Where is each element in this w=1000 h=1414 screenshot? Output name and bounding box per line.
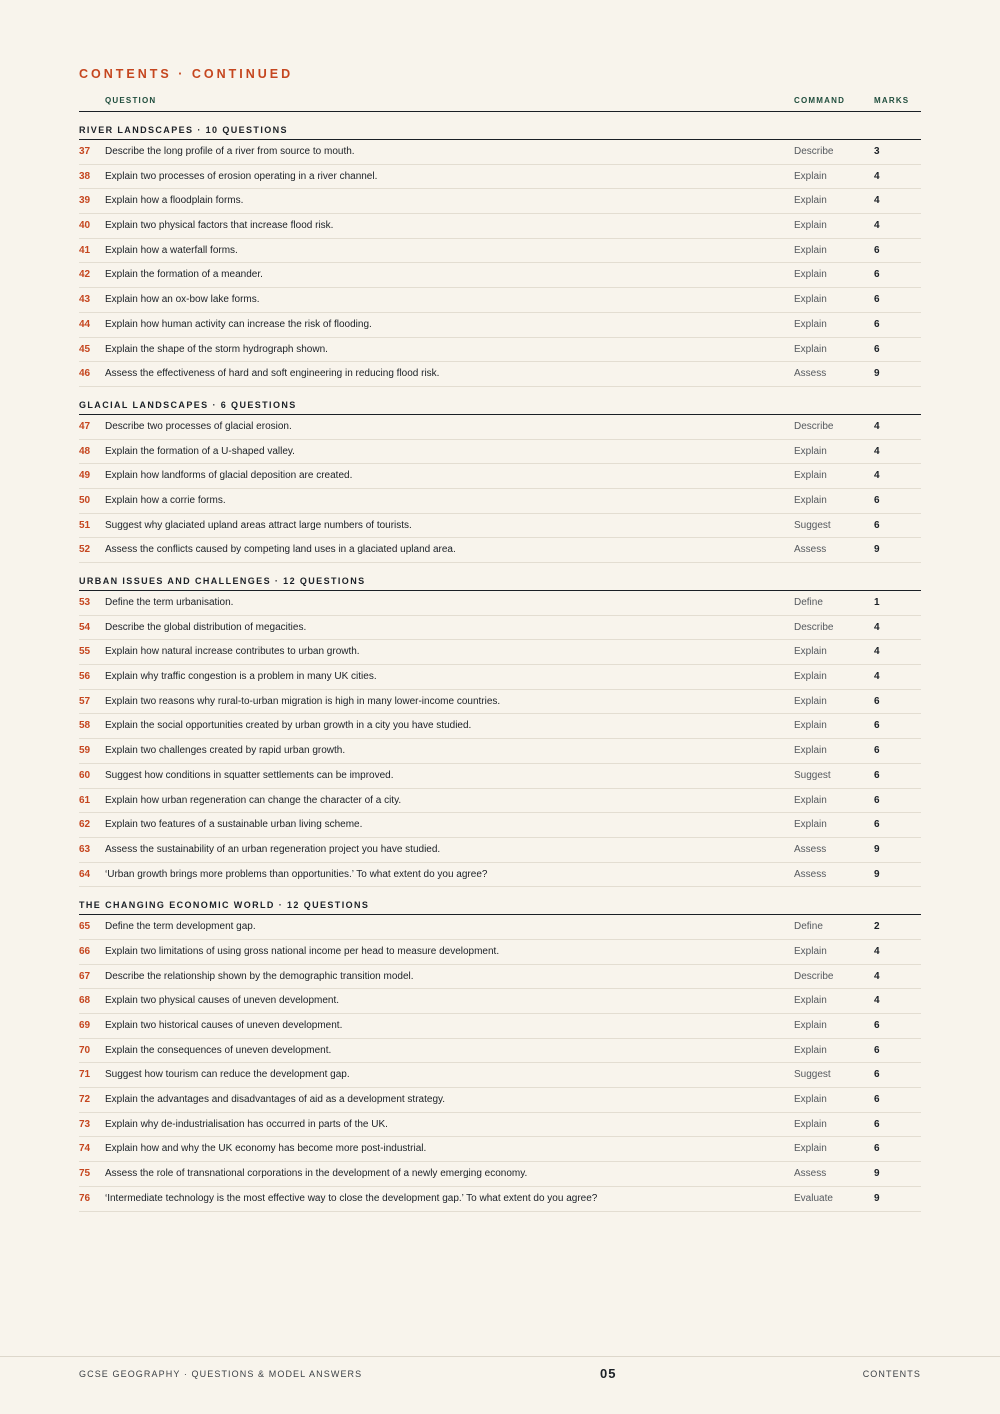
command-word: Explain — [794, 720, 827, 732]
question-row[interactable] — [79, 1137, 921, 1162]
command-word: Suggest — [794, 1069, 831, 1081]
question-row[interactable] — [79, 263, 921, 288]
question-text: Assess the effectiveness of hard and soft engineering in reducing flood risk. — [105, 368, 440, 380]
marks-value: 6 — [874, 269, 880, 281]
footer-section-label: CONTENTS — [862, 1369, 921, 1379]
question-number: 45 — [79, 343, 91, 355]
question-number: 58 — [79, 720, 91, 732]
marks-value: 6 — [874, 720, 880, 732]
question-number: 44 — [79, 318, 91, 330]
question-number: 52 — [79, 544, 91, 556]
command-word: Describe — [794, 420, 834, 432]
command-word: Explain — [794, 819, 827, 831]
question-text: Assess the sustainability of an urban regeneration project you have studied. — [105, 843, 441, 855]
question-number: 70 — [79, 1044, 91, 1056]
question-row[interactable] — [79, 863, 921, 888]
question-row[interactable] — [79, 1088, 921, 1113]
question-number: 63 — [79, 843, 91, 855]
marks-value: 2 — [874, 921, 880, 933]
column-header-marks: MARKS — [874, 96, 910, 105]
question-text: Explain how urban regeneration can change the character of a city. — [105, 794, 402, 806]
question-number: 73 — [79, 1118, 91, 1130]
command-word: Explain — [794, 1020, 827, 1031]
command-word: Explain — [794, 794, 827, 806]
marks-value: 6 — [874, 1143, 880, 1155]
question-row[interactable] — [79, 189, 921, 214]
marks-value: 6 — [874, 519, 880, 531]
question-row[interactable] — [79, 288, 921, 313]
command-word: Describe — [794, 621, 834, 633]
question-text: Explain how a floodplain forms. — [105, 195, 244, 207]
question-row[interactable] — [79, 538, 921, 563]
command-word: Explain — [794, 945, 827, 957]
question-number: 54 — [79, 621, 91, 633]
question-text: Explain two historical causes of uneven development. — [105, 1020, 343, 1031]
question-row[interactable] — [79, 362, 921, 387]
question-number: 55 — [79, 646, 91, 658]
question-row[interactable] — [79, 1113, 921, 1138]
question-text: Explain two processes of erosion operating in a river channel. — [105, 170, 378, 182]
command-word: Define — [794, 921, 823, 933]
marks-value: 6 — [874, 1069, 880, 1081]
command-word: Suggest — [794, 519, 831, 531]
question-number: 65 — [79, 921, 91, 933]
question-row[interactable] — [79, 690, 921, 715]
question-row[interactable] — [79, 1063, 921, 1088]
question-row[interactable] — [79, 239, 921, 264]
command-word: Assess — [794, 368, 827, 380]
command-word: Explain — [794, 1044, 827, 1056]
question-text: Define the term urbanisation. — [105, 597, 234, 608]
marks-value: 6 — [874, 745, 880, 757]
page-footer — [0, 1356, 1000, 1414]
question-row[interactable] — [79, 1014, 921, 1039]
question-row[interactable] — [79, 338, 921, 363]
question-row[interactable] — [79, 514, 921, 539]
command-word: Explain — [794, 1118, 827, 1130]
marks-value: 1 — [874, 597, 880, 608]
marks-value: 4 — [874, 445, 880, 457]
question-number: 71 — [79, 1069, 91, 1081]
marks-value: 9 — [874, 1192, 880, 1204]
marks-value: 6 — [874, 1044, 880, 1056]
question-number: 57 — [79, 695, 91, 707]
question-number: 72 — [79, 1094, 91, 1106]
command-word: Explain — [794, 318, 827, 330]
marks-value: 4 — [874, 646, 880, 658]
question-number: 39 — [79, 195, 91, 207]
question-text: Describe the global distribution of megacities. — [105, 621, 307, 633]
marks-value: 4 — [874, 995, 880, 1007]
command-word: Suggest — [794, 769, 831, 781]
command-word: Explain — [794, 646, 827, 658]
marks-value: 9 — [874, 1168, 880, 1180]
question-text: Explain the consequences of uneven development. — [105, 1044, 332, 1056]
marks-value: 9 — [874, 544, 880, 556]
marks-value: 4 — [874, 945, 880, 957]
question-text: Describe the relationship shown by the demographic transition model. — [105, 970, 414, 982]
question-row[interactable] — [79, 415, 921, 440]
question-text: Explain how human activity can increase the risk of flooding. — [105, 318, 372, 330]
command-word: Assess — [794, 843, 827, 855]
question-text: Explain two challenges created by rapid urban growth. — [105, 745, 346, 757]
question-row[interactable] — [79, 165, 921, 190]
marks-value: 4 — [874, 220, 880, 232]
marks-value: 9 — [874, 868, 880, 880]
command-word: Explain — [794, 244, 827, 256]
marks-value: 4 — [874, 195, 880, 207]
question-text: Explain how a corrie forms. — [105, 494, 226, 506]
question-text: Suggest how conditions in squatter settlements can be improved. — [105, 769, 394, 781]
question-number: 43 — [79, 294, 91, 306]
question-number: 68 — [79, 995, 91, 1007]
question-text: Explain how natural increase contributes to urban growth. — [105, 646, 360, 658]
command-word: Define — [794, 597, 823, 608]
question-text: Explain two limitations of using gross national income per head to measure development. — [105, 945, 500, 957]
marks-value: 6 — [874, 819, 880, 831]
marks-value: 4 — [874, 671, 880, 683]
question-row[interactable] — [79, 489, 921, 514]
question-text: Explain the shape of the storm hydrograph shown. — [105, 343, 328, 355]
question-row[interactable] — [79, 989, 921, 1014]
command-word: Assess — [794, 868, 827, 880]
question-number: 49 — [79, 470, 91, 482]
question-text: Suggest how tourism can reduce the development gap. — [105, 1069, 350, 1081]
marks-value: 6 — [874, 1094, 880, 1106]
question-row[interactable] — [79, 591, 921, 616]
marks-value: 6 — [874, 794, 880, 806]
marks-value: 6 — [874, 494, 880, 506]
section-heading: GLACIAL LANDSCAPES · 6 QUESTIONS — [79, 387, 921, 415]
command-word: Explain — [794, 745, 827, 757]
question-text: Suggest why glaciated upland areas attract large numbers of tourists. — [105, 519, 412, 531]
column-header-row — [79, 95, 921, 112]
question-text: Describe the long profile of a river from source to mouth. — [105, 146, 355, 157]
question-text: Explain two physical causes of uneven development. — [105, 995, 340, 1007]
command-word: Explain — [794, 494, 827, 506]
question-row[interactable] — [79, 714, 921, 739]
marks-value: 4 — [874, 970, 880, 982]
contents-section — [79, 563, 921, 887]
question-row[interactable] — [79, 640, 921, 665]
question-text: Describe two processes of glacial erosion. — [105, 420, 292, 432]
question-text: Explain the advantages and disadvantages of aid as a development strategy. — [105, 1094, 446, 1106]
question-number: 61 — [79, 794, 91, 806]
question-number: 50 — [79, 494, 91, 506]
command-word: Explain — [794, 195, 827, 207]
section-heading: RIVER LANDSCAPES · 10 QUESTIONS — [79, 112, 921, 140]
column-header-question: QUESTION — [105, 96, 157, 105]
question-number: 46 — [79, 368, 91, 380]
section-heading: URBAN ISSUES AND CHALLENGES · 12 QUESTIONS — [79, 563, 921, 591]
question-number: 74 — [79, 1143, 91, 1155]
command-word: Explain — [794, 269, 827, 281]
command-word: Explain — [794, 1143, 827, 1155]
question-number: 40 — [79, 220, 91, 232]
question-text: Explain the social opportunities created by urban growth in a city you have studied. — [105, 720, 472, 732]
question-number: 67 — [79, 970, 91, 982]
command-word: Explain — [794, 1094, 827, 1106]
question-number: 76 — [79, 1192, 91, 1204]
marks-value: 4 — [874, 621, 880, 633]
question-text: Define the term development gap. — [105, 921, 256, 933]
marks-value: 6 — [874, 695, 880, 707]
question-number: 37 — [79, 146, 91, 157]
question-number: 69 — [79, 1020, 91, 1031]
question-row[interactable] — [79, 1187, 921, 1212]
question-row[interactable] — [79, 838, 921, 863]
question-row[interactable] — [79, 616, 921, 641]
question-row[interactable] — [79, 813, 921, 838]
command-word: Describe — [794, 146, 834, 157]
question-number: 38 — [79, 170, 91, 182]
section-heading: THE CHANGING ECONOMIC WORLD · 12 QUESTIONS — [79, 887, 921, 915]
question-number: 53 — [79, 597, 91, 608]
command-word: Explain — [794, 220, 827, 232]
marks-value: 6 — [874, 244, 880, 256]
command-word: Assess — [794, 544, 827, 556]
page-number: 05 — [600, 1366, 617, 1381]
question-row[interactable] — [79, 739, 921, 764]
question-row[interactable] — [79, 1039, 921, 1064]
question-text: Explain why de-industrialisation has occurred in parts of the UK. — [105, 1118, 388, 1130]
question-text: Explain why traffic congestion is a problem in many UK cities. — [105, 671, 377, 683]
command-word: Explain — [794, 995, 827, 1007]
contents-section — [79, 387, 921, 563]
marks-value: 9 — [874, 843, 880, 855]
question-row[interactable] — [79, 764, 921, 789]
marks-value: 6 — [874, 318, 880, 330]
question-number: 75 — [79, 1168, 91, 1180]
marks-value: 4 — [874, 170, 880, 182]
question-number: 64 — [79, 868, 91, 880]
marks-value: 6 — [874, 294, 880, 306]
footer-book-title: GCSE GEOGRAPHY · QUESTIONS & MODEL ANSWERS — [79, 1369, 363, 1379]
question-row[interactable] — [79, 313, 921, 338]
question-number: 51 — [79, 519, 91, 531]
question-text: Assess the role of transnational corporations in the development of a newly emerging economy. — [105, 1168, 528, 1180]
command-word: Explain — [794, 170, 827, 182]
question-row[interactable] — [79, 965, 921, 990]
marks-value: 6 — [874, 769, 880, 781]
question-number: 66 — [79, 945, 91, 957]
question-number: 62 — [79, 819, 91, 831]
command-word: Explain — [794, 445, 827, 457]
page-title: CONTENTS · CONTINUED — [79, 67, 294, 81]
question-row[interactable] — [79, 214, 921, 239]
question-number: 48 — [79, 445, 91, 457]
question-text: Explain how an ox-bow lake forms. — [105, 294, 260, 306]
column-header-command: COMMAND — [794, 96, 846, 105]
question-text: Explain the formation of a meander. — [105, 269, 263, 281]
question-text: Explain how landforms of glacial deposition are created. — [105, 470, 353, 482]
question-row[interactable] — [79, 789, 921, 814]
question-number: 47 — [79, 420, 91, 432]
question-number: 42 — [79, 269, 91, 281]
question-text: Explain two reasons why rural-to-urban migration is high in many lower-income countries. — [105, 695, 501, 707]
question-text: Assess the conflicts caused by competing land uses in a glaciated upland area. — [105, 544, 456, 556]
question-text: Explain two features of a sustainable urban living scheme. — [105, 819, 363, 831]
marks-value: 6 — [874, 1020, 880, 1031]
marks-value: 4 — [874, 470, 880, 482]
question-row[interactable] — [79, 1162, 921, 1187]
marks-value: 3 — [874, 146, 880, 157]
marks-value: 4 — [874, 420, 880, 432]
question-number: 59 — [79, 745, 91, 757]
marks-value: 9 — [874, 368, 880, 380]
question-text: Explain two physical factors that increase flood risk. — [105, 220, 334, 232]
question-text: Explain how a waterfall forms. — [105, 244, 238, 256]
question-text: ‘Intermediate technology is the most effective way to close the development gap.’ To what extent do you agree? — [105, 1192, 598, 1204]
question-row[interactable] — [79, 940, 921, 965]
command-word: Describe — [794, 970, 834, 982]
marks-value: 6 — [874, 1118, 880, 1130]
question-number: 56 — [79, 671, 91, 683]
command-word: Explain — [794, 470, 827, 482]
contents-section — [79, 112, 921, 387]
question-row[interactable] — [79, 665, 921, 690]
marks-value: 6 — [874, 343, 880, 355]
command-word: Assess — [794, 1168, 827, 1180]
contents-table — [79, 112, 921, 1212]
question-row[interactable] — [79, 440, 921, 465]
question-text: Explain the formation of a U-shaped valley. — [105, 445, 295, 457]
question-row[interactable] — [79, 140, 921, 165]
contents-section — [79, 887, 921, 1211]
question-number: 41 — [79, 244, 91, 256]
question-number: 60 — [79, 769, 91, 781]
command-word: Explain — [794, 695, 827, 707]
command-word: Explain — [794, 294, 827, 306]
command-word: Evaluate — [794, 1192, 833, 1204]
question-text: ‘Urban growth brings more problems than opportunities.’ To what extent do you agree? — [105, 868, 488, 880]
question-row[interactable] — [79, 915, 921, 940]
command-word: Explain — [794, 343, 827, 355]
question-text: Explain how and why the UK economy has become more post-industrial. — [105, 1143, 427, 1155]
question-row[interactable] — [79, 464, 921, 489]
command-word: Explain — [794, 671, 827, 683]
